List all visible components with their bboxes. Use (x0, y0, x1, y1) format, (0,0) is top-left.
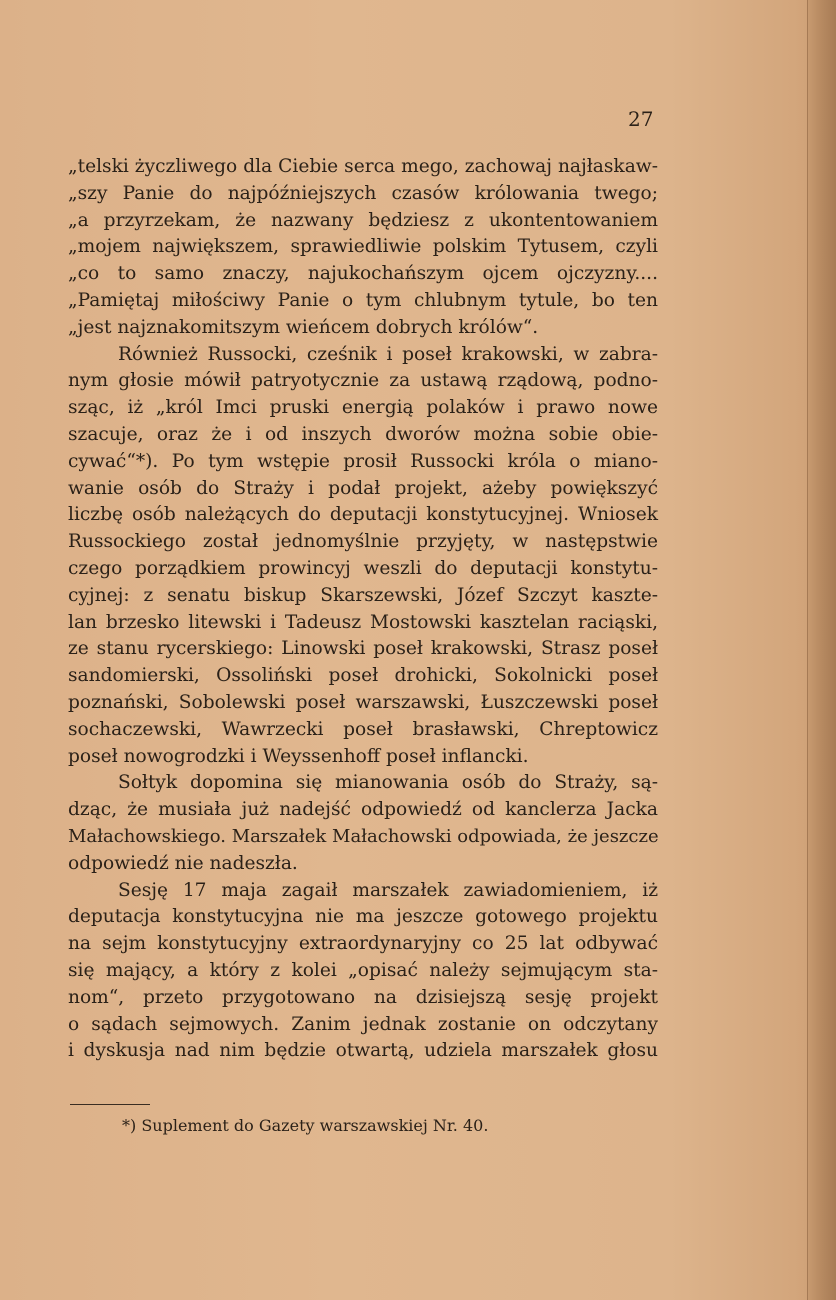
text-line: szacuje, oraz że i od inszych dworów można sobie obie- (68, 423, 658, 445)
text-line: Sołtyk dopomina się mianowania osób do Straży, są- (118, 772, 658, 794)
page-number: 27 (628, 107, 654, 131)
text-line: deputacja konstytucyjna nie ma jeszcze gotowego projektu (68, 906, 658, 928)
text-line: się mający, a który z kolei „opisać należy sejmującym sta- (68, 959, 658, 981)
text-line: Russockiego został jednomyślnie przyjęty, w następstwie (68, 531, 658, 553)
text-line: „mojem największem, sprawiedliwie polskim Tytusem, czyli (68, 236, 658, 258)
text-line: i dyskusja nad nim będzie otwartą, udziela marszałek głosu (68, 1040, 658, 1062)
text-line: cyjnej: z senatu biskup Skarszewski, Józef Szczyt kaszte- (68, 584, 658, 606)
text-line: „co to samo znaczy, najukochańszym ojcem ojczyzny.... (68, 263, 658, 285)
text-line: cywać“*). Po tym wstępie prosił Russocki króla o miano- (68, 450, 658, 472)
text-line: nom“, przeto przygotowano na dzisiejszą sesję projekt (68, 986, 658, 1008)
body-text (68, 154, 658, 1065)
text-line: sandomierski, Ossoliński poseł drohicki, Sokolnicki poseł (68, 665, 658, 687)
text-line: liczbę osób należących do deputacji konstytucyjnej. Wniosek (68, 504, 658, 526)
text-line: Sesję 17 maja zagaił marszałek zawiadomieniem, iż (118, 879, 658, 901)
text-line: Małachowskiego. Marszałek Małachowski odpowiada, że jeszcze (68, 825, 659, 847)
text-line: „Pamiętaj miłościwy Panie o tym chlubnym tytule, bo ten (68, 289, 658, 311)
text-line: wanie osób do Straży i podał projekt, ażeby powiększyć (68, 477, 658, 499)
text-line: o sądach sejmowych. Zanim jednak zostanie on odczytany (68, 1013, 658, 1035)
text-line: odpowiedź nie nadeszła. (68, 852, 298, 874)
text-line: poseł nowogrodzki i Weyssenhoff poseł inflancki. (68, 745, 529, 767)
text-line: poznański, Sobolewski poseł warszawski, Łuszczewski poseł (68, 691, 658, 713)
text-line: „a przyrzekam, że nazwany będziesz z ukontentowaniem (68, 209, 658, 231)
text-line: „telski życzliwego dla Ciebie serca mego, zachowaj najłaskaw- (68, 156, 658, 177)
text-line: na sejm konstytucyjny extraordynaryjny co 25 lat odbywać (68, 933, 658, 955)
text-line: nym głosie mówił patryotycznie za ustawą rządową, podno- (68, 370, 658, 392)
text-line: sząc, iż „król Imci pruski energią polaków i prawo nowe (68, 397, 658, 419)
footnote: *) Suplement do Gazety warszawskiej Nr. 40. (122, 1116, 489, 1135)
footnote-rule (70, 1104, 150, 1105)
text-line: lan brzesko litewski i Tadeusz Mostowski kasztelan raciąski, (68, 611, 658, 633)
page-edge (807, 0, 836, 1300)
text-line: Również Russocki, cześnik i poseł krakowski, w zabra- (118, 343, 658, 365)
text-line: „jest najznakomitszym wieńcem dobrych królów“. (68, 316, 539, 338)
text-line: sochaczewski, Wawrzecki poseł brasławski, Chreptowicz (68, 718, 658, 740)
text-line: dząc, że musiała już nadejść odpowiedź od kanclerza Jacka (68, 799, 658, 821)
text-line: czego porządkiem prowincyj weszli do deputacji konstytu- (68, 557, 658, 579)
text-line: ze stanu rycerskiego: Linowski poseł krakowski, Strasz poseł (68, 638, 658, 660)
text-line: „szy Panie do najpóźniejszych czasów królowania twego; (68, 182, 658, 204)
